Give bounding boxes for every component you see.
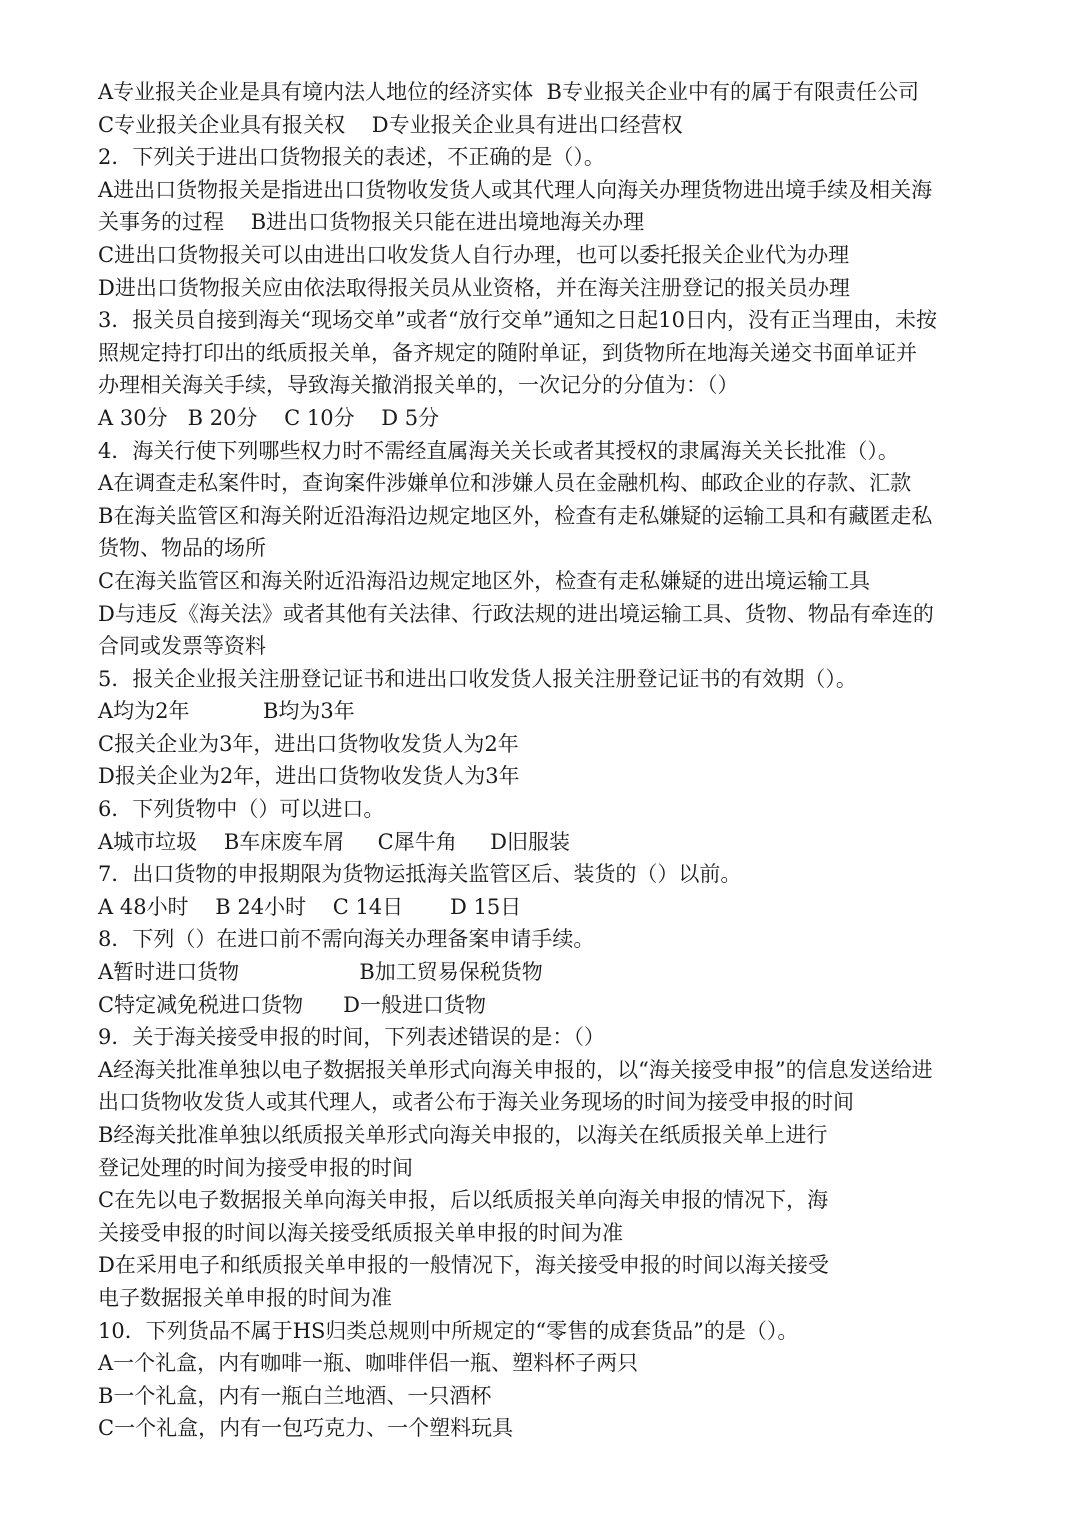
- text-line: C专业报关企业具有报关权 D专业报关企业具有进出口经营权: [98, 112, 683, 137]
- text-line: A 48小时 B 24小时 C 14日 D 15日: [98, 894, 522, 919]
- text-line: A专业报关企业是具有境内法人地位的经济实体 B专业报关企业中有的属于有限责任公司: [98, 80, 919, 104]
- text-line: D与违反《海关法》或者其他有关法律、行政法规的进出境运输工具、货物、物品有牵连的: [98, 601, 934, 626]
- text-line: 登记处理的时间为接受申报的时间: [98, 1155, 413, 1180]
- text-line: B在海关监管区和海关附近沿海沿边规定地区外，检查有走私嫌疑的运输工具和有藏匿走私: [98, 503, 933, 528]
- text-line: B一个礼盒，内有一瓶白兰地酒、一只酒杯: [98, 1383, 492, 1408]
- text-line: A经海关批准单独以电子数据报关单形式向海关申报的，以“海关接受申报”的信息发送给进: [98, 1057, 933, 1082]
- text-line: A暂时进口货物 B加工贸易保税货物: [98, 960, 543, 985]
- text-line: C报关企业为3年，进出口货物收发货人为2年: [98, 731, 519, 756]
- question-4: 4．海关行使下列哪些权力时不需经直属海关关长或者其授权的隶属海关关长批准（）。: [98, 438, 899, 463]
- text-line: C在海关监管区和海关附近沿海沿边规定地区外，检查有走私嫌疑的进出境运输工具: [98, 568, 871, 593]
- text-line: C特定减免税进口货物 D一般进口货物: [98, 992, 486, 1017]
- text-line: C进出口货物报关可以由进出口收发货人自行办理，也可以委托报关企业代为办理: [98, 242, 850, 267]
- text-line: D进出口货物报关应由依法取得报关员从业资格，并在海关注册登记的报关员办理: [98, 275, 850, 300]
- text-line: 合同或发票等资料: [98, 634, 266, 659]
- text-line: D在采用电子和纸质报关单申报的一般情况下，海关接受申报的时间以海关接受: [98, 1253, 829, 1278]
- text-line: C在先以电子数据报关单向海关申报，后以纸质报关单向海关申报的情况下，海: [98, 1188, 829, 1213]
- text-line: A城市垃圾 B车床废车屑 C犀牛角 D旧服装: [98, 829, 570, 854]
- text-line: 货物、物品的场所: [98, 536, 266, 561]
- text-line: D报关企业为2年，进出口货物收发货人为3年: [98, 764, 520, 789]
- text-line: A 30分 B 20分 C 10分 D 5分: [98, 405, 440, 430]
- text-line: A均为2年 B均为3年: [98, 699, 355, 724]
- text-line: 办理相关海关手续，导致海关撤消报关单的，一次记分的分值为：（）: [98, 373, 739, 398]
- question-3: 3．报关员自接到海关“现场交单”或者“放行交单”通知之日起10日内，没有正当理由，未按: [98, 308, 938, 333]
- text-line: 电子数据报关单申报的时间为准: [98, 1285, 392, 1310]
- question-6: 6．下列货物中（）可以进口。: [98, 797, 385, 822]
- question-2: 2．下列关于进出口货物报关的表述，不正确的是（）。: [98, 145, 605, 170]
- question-10: 10．下列货品不属于HS归类总规则中所规定的“零售的成套货品”的是（）。: [98, 1318, 799, 1343]
- question-7: 7．出口货物的申报期限为货物运抵海关监管区后、装货的（）以前。: [98, 862, 742, 887]
- text-line: C一个礼盒，内有一包巧克力、一个塑料玩具: [98, 1416, 514, 1441]
- text-line: A一个礼盒，内有咖啡一瓶、咖啡伴侣一瓶、塑料杯子两只: [98, 1351, 639, 1376]
- text-line: 出口货物收发货人或其代理人，或者公布于海关业务现场的时间为接受申报的时间: [98, 1090, 854, 1115]
- text-line: A进出口货物报关是指进出口货物收发货人或其代理人向海关办理货物进出境手续及相关海: [98, 177, 933, 202]
- question-8: 8．下列（）在进口前不需向海关办理备案申请手续。: [98, 927, 595, 952]
- text-line: 关接受申报的时间以海关接受纸质报关单申报的时间为准: [98, 1220, 623, 1245]
- question-5: 5．报关企业报关注册登记证书和进出口收发货人报关注册登记证书的有效期（）。: [98, 666, 857, 691]
- text-line: B经海关批准单独以纸质报关单形式向海关申报的，以海关在纸质报关单上进行: [98, 1123, 828, 1147]
- text-line: A在调查走私案件时，查询案件涉嫌单位和涉嫌人员在金融机构、邮政企业的存款、汇款: [98, 471, 912, 496]
- question-9: 9．关于海关接受申报的时间，下列表述错误的是：（）: [98, 1025, 605, 1050]
- text-line: 照规定持打印出的纸质报关单，备齐规定的随附单证，到货物所在地海关递交书面单证并: [98, 340, 917, 365]
- text-line: 关事务的过程 B进出口货物报关只能在进出境地海关办理: [98, 210, 645, 235]
